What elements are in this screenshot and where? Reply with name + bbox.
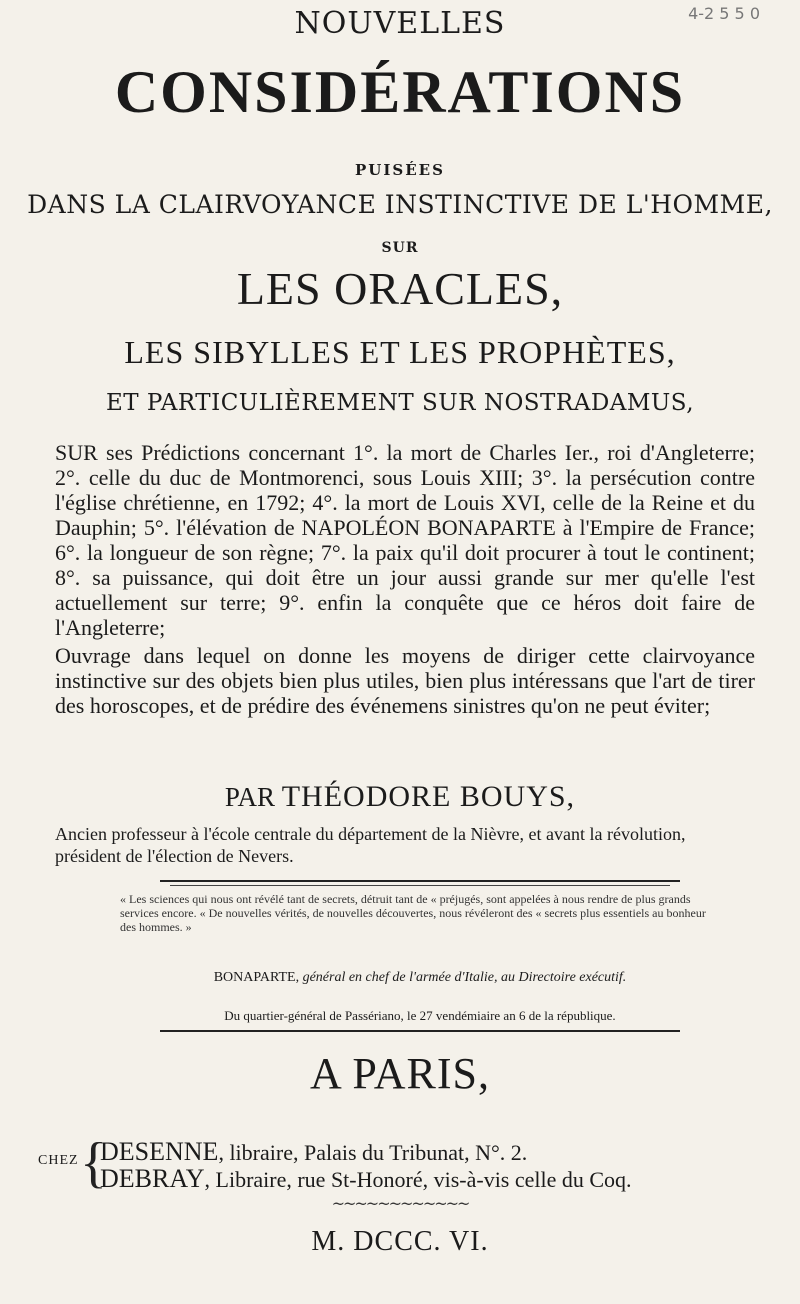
- ornament-divider: ~~~~~~~~~~~~: [331, 1194, 469, 1213]
- title-line-oracles: LES ORACLES,: [236, 263, 564, 314]
- author-byline: [0, 780, 800, 814]
- title-line-nostradamus: ET PARTICULIÈREMENT SUR NOSTRADAMUS,: [105, 390, 695, 416]
- epigraph-attribution: [120, 970, 720, 986]
- summary-paragraph-ouvrage: Ouvrage dans lequel on donne les moyens de diriger cette clairvoyance instinctive sur des objets bien plus utiles, bien plus intéressans que l'art de tirer des horoscopes, et de prédire des événemens sinistres qu'on ne peut éviter;: [55, 643, 755, 718]
- title-line-clairvoyance: DANS LA CLAIRVOYANCE INSTINCTIVE DE L'HOMME,: [27, 190, 773, 219]
- divider-rule-thin: [170, 885, 670, 886]
- attribution-name: BONAPARTE,: [213, 970, 300, 985]
- epigraph-dateline: Du quartier-général de Passériano, le 27 vendémiaire an 6 de la république.: [224, 1008, 616, 1023]
- divider-rule-bottom: [160, 1030, 680, 1032]
- author-description: Ancien professeur à l'école centrale du département de la Nièvre, et avant la révolution, président de l'élection de Nevers.: [55, 824, 686, 866]
- title-line-puisees: PUISÉES: [355, 161, 445, 179]
- imprint-city: A PARIS,: [309, 1049, 491, 1098]
- publisher-desenne: DESENNE, libraire, Palais du Tribunat, N°. 2.: [100, 1137, 528, 1166]
- brace-icon: {: [80, 1132, 107, 1194]
- author-name: THÉODORE BOUYS,: [281, 780, 576, 813]
- publisher-debray: DEBRAY, Libraire, rue St-Honoré, vis-à-vis celle du Coq.: [100, 1164, 632, 1193]
- publisher-lines: [100, 1139, 632, 1193]
- title-line-sur: SUR: [381, 240, 419, 256]
- epigraph-quote: « Les sciences qui nous ont révélé tant de secrets, détruit tant de « préjugés, sont appelées à nous rendre de plus grands services encore. « De nouvelles vérités, de nouvelles découvertes, nous révéleront des « secrets plus essentiels au bonheur des hommes. »: [120, 892, 706, 934]
- summary-paragraph-predictions: SUR ses Prédictions concernant 1°. la mort de Charles Ier., roi d'Angleterre; 2°. celle du duc de Montmorenci, sous Louis XIII; 3°. la persécution contre l'église chrétienne, en 1792; 4°. la mort de Louis XVI, celle de la Reine et du Dauphin; 5°. l'élévation de NAPOLÉON BONAPARTE à l'Empire de France; 6°. la longueur de son règne; 7°. la paix qu'il doit procurer à tout le continent; 8°. sa puissance, qui doit être un jour aussi grande sur mer qu'elle l'est actuellement sur terre; 9°. enfin la conquête que ce héros doit faire de l'Angleterre;: [55, 440, 755, 640]
- imprint-year: M. DCCC. VI.: [311, 1226, 489, 1257]
- divider-rule: [160, 880, 680, 882]
- title-line-nouvelles: NOUVELLES: [294, 6, 506, 41]
- title-line-considerations: CONSIDÉRATIONS: [114, 59, 686, 125]
- imprint-chez: CHEZ: [38, 1153, 79, 1168]
- attribution-text: général en chef de l'armée d'Italie, au Directoire exécutif.: [302, 970, 627, 985]
- title-line-sibylles: LES SIBYLLES ET LES PROPHÈTES,: [124, 334, 676, 370]
- byline-par: PAR: [224, 782, 275, 812]
- handwritten-note: 4-2 5 5 0: [688, 4, 760, 23]
